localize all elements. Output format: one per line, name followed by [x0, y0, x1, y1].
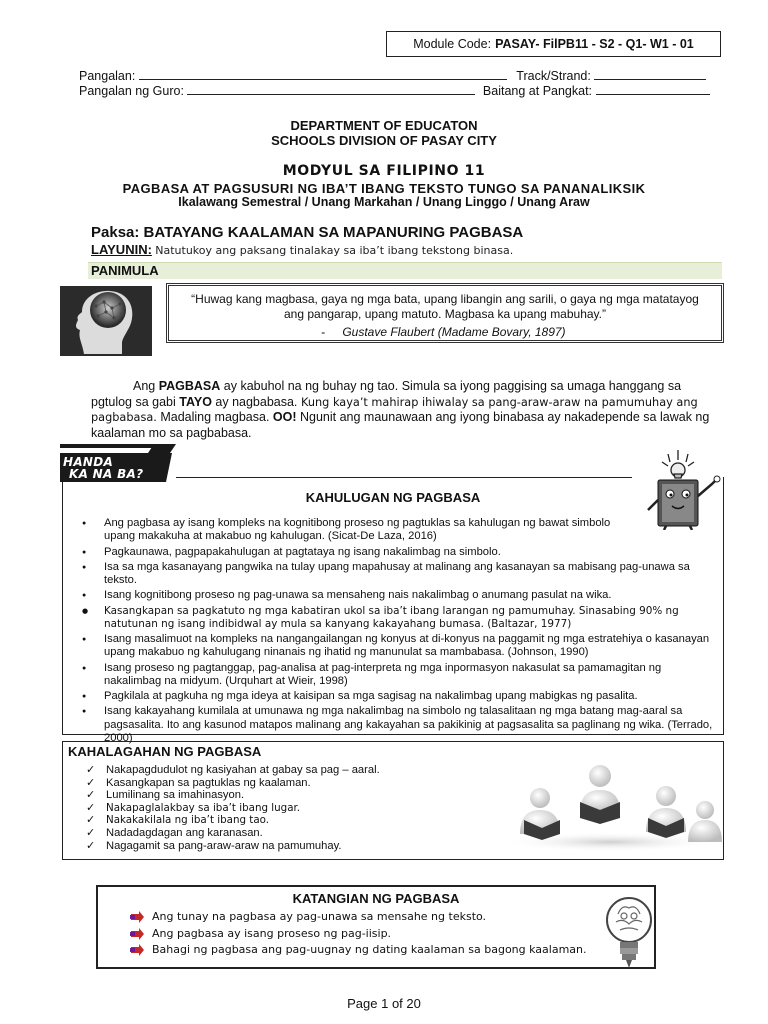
- quote-text: “Huwag kang magbasa, gaya ng mga bata, upang libangin ang sarili, o gaya ng mga matatayog ang pangarap, upang matuto. Magbasa ka upang mabuhay.”: [191, 292, 699, 321]
- module-code-label: Module Code:: [413, 37, 492, 51]
- katangian-item: [130, 926, 587, 943]
- check-list-item: ✓ Kasangkapan sa pagtuklas ng kaalaman.: [86, 777, 380, 790]
- handa-line2: KA NA BA?: [69, 467, 144, 481]
- division-title: SCHOOLS DIVISION OF PASAY CITY: [271, 133, 497, 148]
- intro-bold-pagbasa: PAGBASA: [158, 379, 221, 393]
- katangian-list: [130, 909, 587, 959]
- lightbulb-image: [598, 892, 660, 972]
- layunin-text: Natutukoy ang paksang tinalakay sa iba’t ibang tekstong binasa.: [155, 244, 514, 257]
- module-code-box: [386, 31, 721, 57]
- guro-label: Pangalan ng Guro:: [79, 84, 184, 98]
- check-list-item: ✓ Nakakakilala ng iba’t ibang tao.: [86, 814, 380, 827]
- layunin-label: LAYUNIN:: [91, 242, 152, 257]
- list-item: ● Kasangkapan sa pagkatuto ng mga kabatiran ukol sa iba’t ibang larangan ng pamumuhay. Sinasabing 90% ng natutunan ng isang indibidwal ay mula sa kanyang kakayahang bumasa. (Baltazar, 1977): [82, 605, 714, 631]
- kahulugan-title: KAHULUGAN NG PAGBASA: [305, 490, 481, 505]
- baitang-label: Baitang at Pangkat:: [482, 84, 593, 98]
- quote-author: Gustave Flaubert (Madame Bovary, 1897): [342, 325, 566, 339]
- list-item: ● Pagkilala at pagkuha ng mga ideya at kaisipan sa mga sagisag na nakalimbag upang mabigkas ng pasalita.: [82, 690, 714, 703]
- panimula-bar: [88, 262, 722, 279]
- semester-line: Ikalawang Semestral / Unang Markahan / Unang Linggo / Unang Araw: [178, 195, 590, 209]
- intro-text-2: ay kabuhol na ng buhay ng tao. Simula sa iyong paggising sa umaga hanggang sa pgtulog sa gabi: [91, 379, 682, 409]
- subject-title: PAGBASA AT PAGSUSURI NG IBA’T IBANG TEKSTO TUNGO SA PANANALIKSIK: [122, 181, 646, 196]
- handa-line1: HANDA: [63, 455, 114, 469]
- katangian-text: Ang pagbasa ay isang proseso ng pag-iisip.: [152, 926, 392, 940]
- check-list-item: ✓ Lumilinang sa imahinasyon.: [86, 789, 380, 802]
- pangalan-field[interactable]: [139, 69, 507, 80]
- quote-box: [166, 283, 724, 343]
- panimula-label: PANIMULA: [91, 263, 159, 278]
- intro-text-4: Kung kaya’t mahirap ihiwalay sa pang-araw-araw na pamumuhay ang pagbabasa.: [91, 395, 698, 424]
- intro-text-1: Ang: [133, 379, 159, 393]
- group-reading-image: [480, 762, 725, 852]
- kahalagahan-title: KAHALAGAHAN NG PAGBASA: [68, 744, 262, 759]
- brain-head-image: [60, 286, 152, 356]
- katangian-text: Ang tunay na pagbasa ay pag-unawa sa mensahe ng teksto.: [152, 910, 487, 923]
- katangian-item: [130, 942, 587, 959]
- baitang-field[interactable]: [596, 84, 710, 95]
- handa-ka-na-ba-banner: [60, 444, 176, 488]
- kahulugan-top-rule: [176, 477, 632, 478]
- list-item: ● Isa sa mga kasanayang pangwika na tulay upang mapahusay at malinang ang kasanayan sa mabisang pag-unawa sa teksto.: [82, 561, 714, 587]
- list-item: ● Isang masalimuot na kompleks na nangangailangan ng konyus at di-konyus na paggamit ng mga estratehiya o kasanayan upang makabuo ng kahulugang ninanais ng ihatid ng manunulat sa mambabasa. (Johnson, 1990): [82, 633, 714, 659]
- list-item: ● Isang kakayahang kumilala at umunawa ng mga nakalimbag na simbolo ng talasalitaan ng mga batang mag-aaral sa pagsasalita. Ito ang kasunod matapos malinang ang kakayahan sa pakikinig at pagsasalita sa paglinang ng wika. (Terrado, 2000): [82, 705, 714, 745]
- katangian-text: Bahagi ng pagbasa ang pag-uugnay ng dating kaalaman sa bagong kaalaman.: [152, 943, 587, 956]
- kahulugan-list: [82, 517, 714, 747]
- quote-attribution: [181, 325, 709, 339]
- intro-text-6: Ngunit ang maunawaan ang iyong binabasa ay nakadepende sa lawak ng kaalaman mo sa pagbabasa.: [91, 410, 710, 440]
- guro-field[interactable]: [187, 84, 475, 95]
- kahalagahan-list: [86, 764, 380, 852]
- department-title: DEPARTMENT OF EDUCATON: [290, 118, 478, 133]
- katangian-item: [130, 909, 587, 926]
- layunin-line: [91, 242, 513, 257]
- track-label: Track/Strand:: [516, 69, 591, 83]
- intro-text-5: Madaling magbasa.: [156, 410, 273, 424]
- guro-row: [79, 84, 710, 98]
- check-list-item: ✓ Nakapagdudulot ng kasiyahan at gabay sa pag – aaral.: [86, 764, 380, 777]
- arrow-bullet-icon: [130, 911, 144, 923]
- paksa-heading: Paksa: BATAYANG KAALAMAN SA MAPANURING PAGBASA: [91, 224, 524, 241]
- quote-dash: -: [321, 325, 325, 339]
- arrow-bullet-icon: [130, 928, 144, 940]
- list-item: ● Pagkaunawa, pagpapakahulugan at pagtataya ng isang nakalimbag na simbolo.: [82, 546, 714, 559]
- list-item: ● Isang proseso ng pagtanggap, pag-analisa at pag-interpreta ng mga inpormasyon nakasulat sa pamamagitan ng nakalimbag na midyum. (Urquhart at Wieir, 1998): [82, 662, 714, 688]
- track-field[interactable]: [594, 69, 706, 80]
- intro-bold-oo: OO!: [272, 410, 297, 424]
- katangian-title: KATANGIAN NG PAGBASA: [292, 891, 460, 906]
- pangalan-row: [79, 69, 706, 83]
- check-list-item: ✓ Nadadagdagan ang karanasan.: [86, 827, 380, 840]
- list-item: ● Ang pagbasa ay isang kompleks na kognitibong proseso ng pagtuklas sa kahulugan ng bawat simbolo upang makakuha at makabuo ng kahulugan. (Sicat-De Laza, 2016): [82, 517, 714, 543]
- check-list-item: ✓ Nakapaglalakbay sa iba’t ibang lugar.: [86, 802, 380, 815]
- arrow-bullet-icon: [130, 944, 144, 956]
- page-number: Page 1 of 20: [347, 996, 421, 1011]
- check-list-item: ✓ Nagagamit sa pang-araw-araw na pamumuhay.: [86, 840, 380, 853]
- modyul-title: MODYUL SA FILIPINO 11: [282, 163, 486, 179]
- intro-bold-tayo: TAYO: [179, 394, 212, 409]
- pangalan-label: Pangalan:: [79, 69, 136, 83]
- intro-paragraph: [91, 379, 723, 441]
- list-item: ● Isang kognitibong proseso ng pag-unawa sa mensaheng nais nakalimbag o anumang pasulat na wika.: [82, 589, 714, 602]
- module-code-value: PASAY- FilPB11 - S2 - Q1- W1 - 01: [495, 37, 694, 51]
- intro-text-3: ay nagbabasa.: [211, 394, 298, 409]
